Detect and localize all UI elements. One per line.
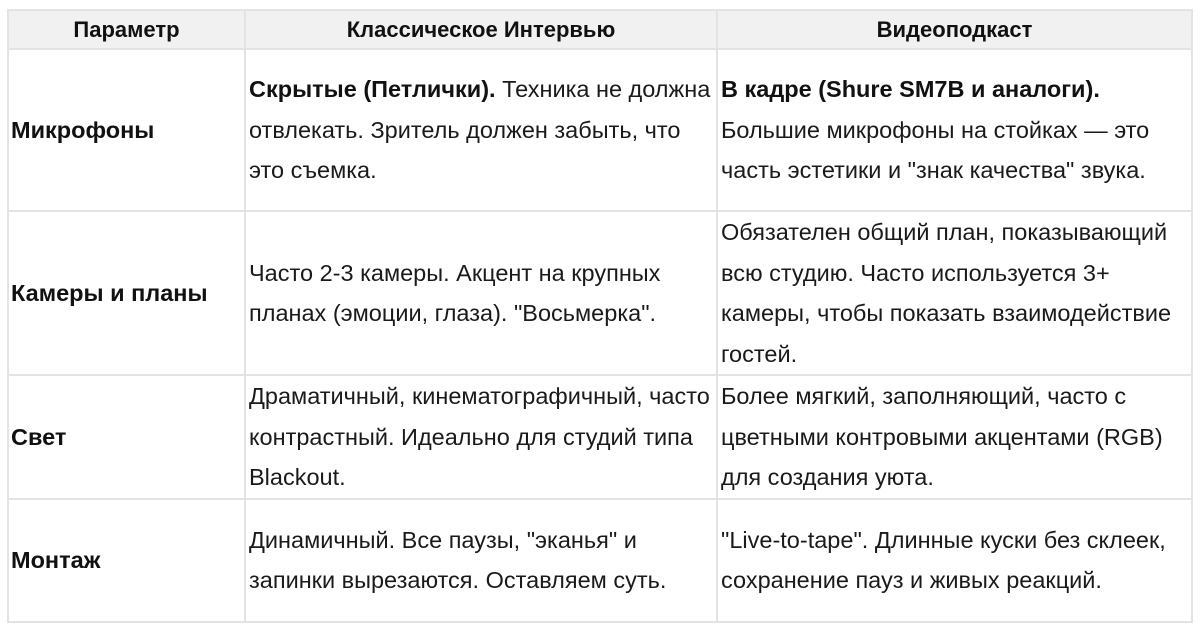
cell-text: Более мягкий, заполняющий, часто с цветными контровыми акцентами (RGB) для создания уюта. [721, 383, 1163, 490]
param-cell: Микрофоны [8, 49, 245, 211]
cell-text: Обязателен общий план, показывающий всю студию. Часто используется 3+ камеры, чтобы показать взаимодействие гостей. [721, 219, 1172, 367]
header-classic-interview: Классическое Интервью [245, 10, 717, 49]
cell-text: Часто 2-3 камеры. Акцент на крупных планах (эмоции, глаза). "Восьмерка". [249, 259, 661, 326]
cell-lead-text: В кадре (Shure SM7B и аналоги). [721, 76, 1100, 103]
header-video-podcast: Видеоподкаст [717, 10, 1192, 49]
param-cell: Камеры и планы [8, 211, 245, 375]
cell-text: "Live-to-tape". Длинные куски без склеек, сохранение пауз и живых реакций. [721, 526, 1166, 593]
podcast-cell [717, 375, 1192, 499]
podcast-cell [717, 499, 1192, 622]
cell-lead-text: Скрытые (Петлички). [249, 76, 496, 103]
classic-cell [245, 499, 717, 622]
comparison-table-container [7, 9, 1191, 623]
table-row-light [8, 375, 1192, 499]
table-row-microphones [8, 49, 1192, 211]
podcast-cell [717, 49, 1192, 211]
table-row-cameras [8, 211, 1192, 375]
podcast-cell [717, 211, 1192, 375]
cell-text: Драматичный, кинематографичный, часто контрастный. Идеально для студий типа Blackout. [249, 383, 710, 490]
classic-cell [245, 49, 717, 211]
cell-text: Динамичный. Все паузы, "эканья" и запинки вырезаются. Оставляем суть. [249, 526, 667, 593]
table-row-editing [8, 499, 1192, 622]
classic-cell [245, 375, 717, 499]
param-cell: Свет [8, 375, 245, 499]
param-cell: Монтаж [8, 499, 245, 622]
comparison-table [7, 9, 1193, 623]
classic-cell [245, 211, 717, 375]
table-header-row [8, 10, 1192, 49]
cell-text: Техника не должна отвлекать. Зритель должен забыть, что это съемка. [249, 76, 711, 184]
cell-text: Большие микрофоны на стойках — это часть эстетики и "знак качества" звука. [721, 116, 1150, 184]
header-parameter: Параметр [8, 10, 245, 49]
